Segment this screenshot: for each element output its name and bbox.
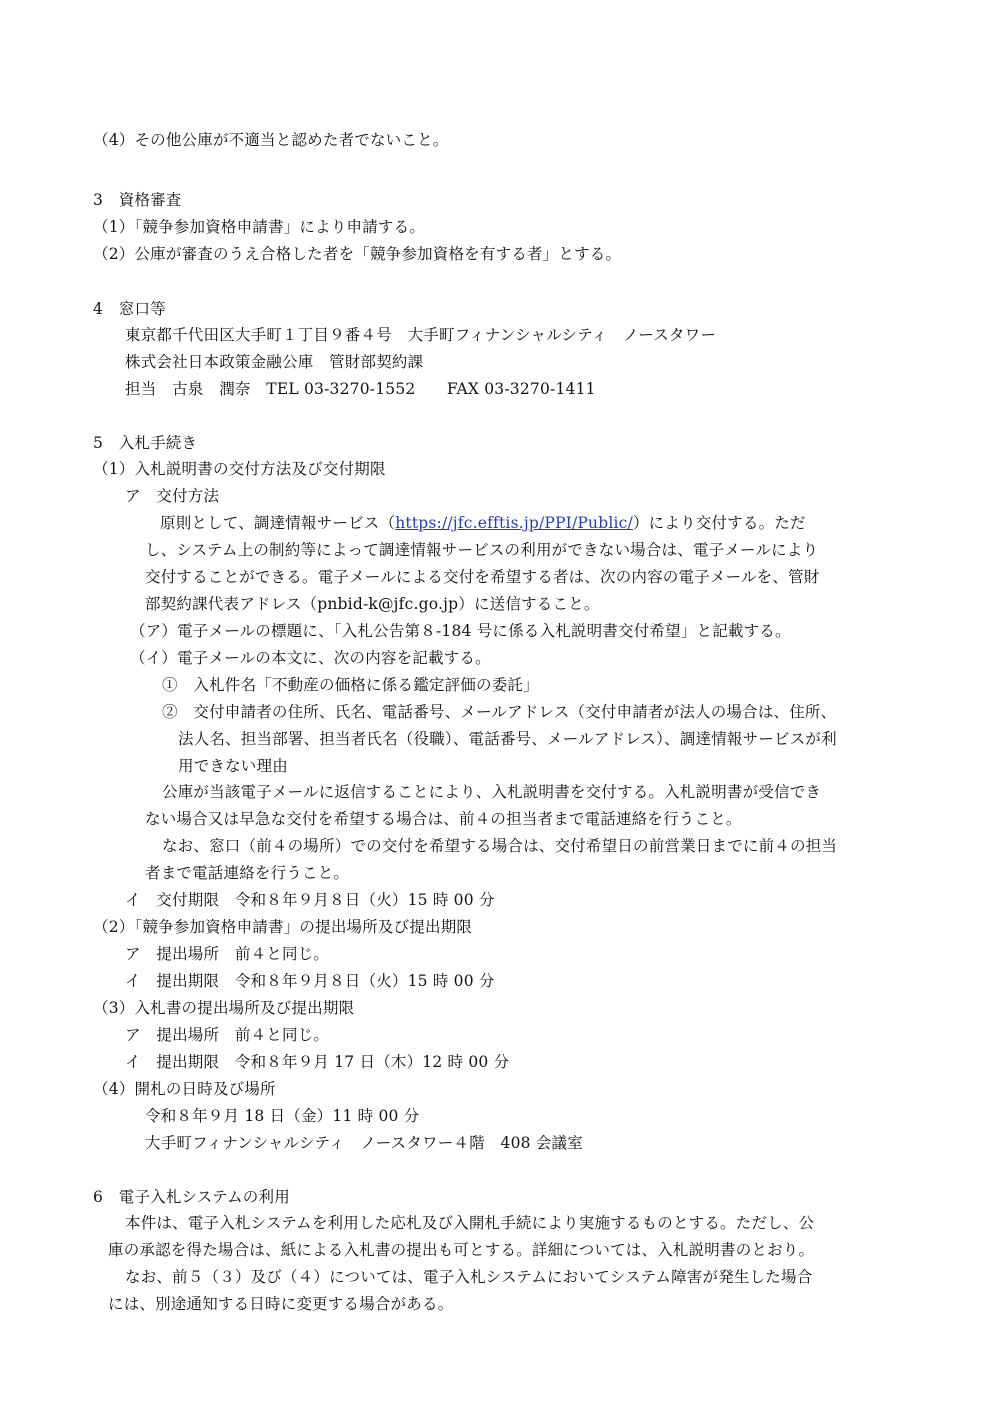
section-5-3-deadline: イ 提出期限 令和８年９月 17 日（木）12 時 00 分 (125, 1053, 510, 1071)
office-organization: 株式会社日本政策金融公庫 管財部契約課 (125, 353, 424, 371)
delivery-method-text-post: ）により交付する。ただ (632, 514, 806, 532)
email-body-item-2-line-3: 用できない理由 (178, 757, 288, 775)
window-paragraph-line-2: 者まで電話連絡を行うこと。 (145, 864, 350, 882)
section-5-2-heading: （2）「競争参加資格申請書」の提出場所及び提出期限 (93, 918, 473, 936)
section-6-heading: 6 電子入札システムの利用 (93, 1188, 290, 1206)
section-6-paragraph-1-line-1: 本件は、電子入札システムを利用した応札及び入開札手続により実施するものとする。ただし、公 (125, 1214, 815, 1232)
reply-paragraph-line-2: ない場合又は早急な交付を希望する場合は、前４の担当者まで電話連絡を行うこと。 (145, 810, 742, 828)
email-subject-instruction: （ア）電子メールの標題に、「入札公告第８-184 号に係る入札説明書交付希望」と記載する。 (130, 622, 791, 640)
delivery-method-heading: ア 交付方法 (125, 487, 220, 505)
reply-paragraph-line-1: 公庫が当該電子メールに返信することにより、入札説明書を交付する。入札説明書が受信でき (162, 783, 822, 801)
delivery-method-line-1 (160, 513, 806, 533)
delivery-method-line-2: し、システム上の制約等によって調達情報サービスの利用ができない場合は、電子メールにより (145, 541, 819, 559)
section-6-paragraph-2-line-2: には、別途通知する日時に変更する場合がある。 (108, 1295, 454, 1313)
section-3-heading: 3 資格審査 (93, 191, 182, 209)
delivery-deadline: イ 交付期限 令和８年９月８日（火）15 時 00 分 (125, 891, 495, 909)
section-3-item-2: （2）公庫が審査のうえ合格した者を「競争参加資格を有する者」とする。 (93, 245, 622, 263)
procurement-service-link[interactable]: https://jfc.efftis.jp/PPI/Public/ (395, 514, 633, 532)
window-paragraph-line-1: なお、窓口（前４の場所）での交付を希望する場合は、交付希望日の前営業日までに前４の担当 (162, 837, 838, 855)
qualification-item-4: （4）その他公庫が不適当と認めた者でないこと。 (93, 131, 449, 149)
opening-place: 大手町フィナンシャルシティ ノースタワー４階 408 会議室 (145, 1134, 583, 1152)
section-5-heading: 5 入札手続き (93, 434, 198, 452)
opening-datetime: 令和８年９月 18 日（金）11 時 00 分 (145, 1107, 420, 1125)
email-body-item-2-line-1: ② 交付申請者の住所、氏名、電話番号、メールアドレス（交付申請者が法人の場合は、住所、 (162, 703, 837, 721)
section-5-3-heading: （3）入札書の提出場所及び提出期限 (93, 999, 355, 1017)
delivery-method-line-4: 部契約課代表アドレス（pnbid-k@jfc.go.jp）に送信すること。 (145, 595, 600, 613)
section-5-4-heading: （4）開札の日時及び場所 (93, 1080, 276, 1098)
section-5-3-place: ア 提出場所 前４と同じ。 (125, 1026, 330, 1044)
office-contact: 担当 古泉 潤奈 TEL 03-3270-1552 FAX 03-3270-1411 (125, 380, 596, 398)
email-body-instruction: （イ）電子メールの本文に、次の内容を記載する。 (130, 649, 491, 667)
section-4-heading: 4 窓口等 (93, 300, 166, 318)
section-5-2-deadline: イ 提出期限 令和８年９月８日（火）15 時 00 分 (125, 972, 495, 990)
section-6-paragraph-1-line-2: 庫の承認を得た場合は、紙による入札書の提出も可とする。詳細については、入札説明書のとおり。 (108, 1241, 815, 1259)
office-address: 東京都千代田区大手町１丁目９番４号 大手町フィナンシャルシティ ノースタワー (125, 326, 717, 344)
section-3-item-1: （1）「競争参加資格申請書」により申請する。 (93, 218, 426, 236)
section-6-paragraph-2-line-1: なお、前５（３）及び（４）については、電子入札システムにおいてシステム障害が発生した場合 (125, 1268, 813, 1286)
section-5-1-heading: （1）入札説明書の交付方法及び交付期限 (93, 460, 386, 478)
delivery-method-text-pre: 原則として、調達情報サービス（ (160, 514, 396, 532)
email-body-item-1: ① 入札件名「不動産の価格に係る鑑定評価の委託」 (162, 676, 539, 694)
section-5-2-place: ア 提出場所 前４と同じ。 (125, 945, 330, 963)
email-body-item-2-line-2: 法人名、担当部署、担当者氏名（役職）、電話番号、メールアドレス）、調達情報サービスが利 (178, 730, 837, 748)
delivery-method-line-3: 交付することができる。電子メールによる交付を希望する者は、次の内容の電子メールを、管財 (145, 568, 820, 586)
